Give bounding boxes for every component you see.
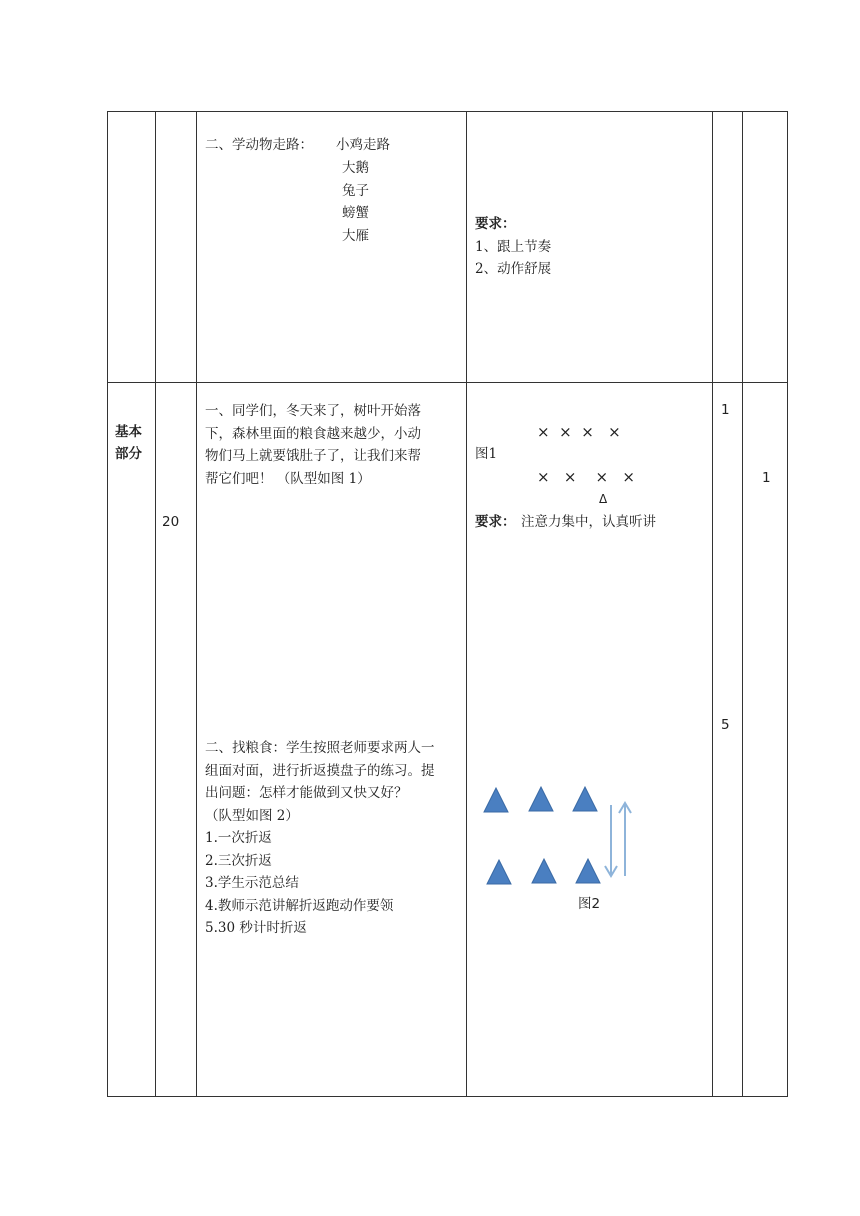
content-paragraph-line: 出问题：怎样才能做到又快又好？ bbox=[205, 785, 408, 801]
content-paragraph-line: （队型如图 2） bbox=[205, 808, 299, 824]
animal-item: 小鸡走路 bbox=[336, 137, 390, 153]
content-list-item: 4.教师示范讲解折返跑动作要领 bbox=[205, 898, 394, 914]
content-paragraph-line: 二、找粮食：学生按照老师要求两人一 bbox=[205, 740, 435, 756]
section-label: 部分 bbox=[115, 446, 142, 462]
student-triangle bbox=[573, 787, 597, 811]
down-arrow-icon bbox=[605, 805, 617, 876]
column-border bbox=[107, 111, 108, 1097]
repetition-count: 5 bbox=[721, 717, 730, 733]
content-paragraph-line: 组面对面，进行折返摸盘子的练习。提 bbox=[205, 763, 435, 779]
figure-1-caption: 图1 bbox=[475, 446, 498, 462]
animal-item: 大鹅 bbox=[342, 160, 369, 176]
column-border bbox=[712, 111, 713, 1097]
column-border bbox=[466, 111, 467, 1097]
section-label: 基本 bbox=[115, 424, 142, 440]
animal-walk-heading: 二、学动物走路： bbox=[205, 137, 313, 153]
content-paragraph-line: 物们马上就要饿肚子了，让我们来帮 bbox=[205, 448, 421, 464]
formation-row: × × × × bbox=[537, 423, 621, 441]
table-bottom-border bbox=[107, 1096, 788, 1097]
formation-row: × × × × bbox=[537, 468, 635, 486]
requirements-label: 要求： bbox=[475, 514, 516, 530]
student-triangle bbox=[484, 788, 508, 812]
student-triangle bbox=[487, 860, 511, 884]
content-list-item: 1.一次折返 bbox=[205, 830, 272, 846]
requirement-item: 2、动作舒展 bbox=[475, 261, 552, 277]
up-arrow-icon bbox=[619, 803, 631, 876]
content-list-item: 3.学生示范总结 bbox=[205, 875, 299, 891]
requirement-text: 注意力集中，认真听讲 bbox=[521, 514, 656, 530]
content-list-item: 5.30 秒计时折返 bbox=[205, 920, 307, 936]
animal-item: 螃蟹 bbox=[342, 205, 369, 221]
repetition-count: 1 bbox=[721, 402, 730, 418]
teacher-position-marker: Δ bbox=[599, 492, 608, 506]
formation-figure-2 bbox=[476, 780, 646, 890]
student-triangle bbox=[532, 859, 556, 883]
intensity-value: 1 bbox=[762, 470, 771, 486]
column-border bbox=[155, 111, 156, 1097]
column-border bbox=[742, 111, 743, 1097]
student-triangle bbox=[529, 787, 553, 811]
content-paragraph-line: 帮它们吧！ （队型如图 1） bbox=[205, 471, 371, 487]
student-triangle bbox=[576, 859, 600, 883]
duration-minutes: 20 bbox=[162, 514, 180, 530]
animal-item: 兔子 bbox=[342, 183, 369, 199]
requirement-item: 1、跟上节奏 bbox=[475, 239, 552, 255]
requirements-label: 要求： bbox=[475, 216, 516, 232]
row-divider bbox=[107, 382, 788, 383]
column-border bbox=[787, 111, 788, 1097]
column-border bbox=[196, 111, 197, 1097]
content-paragraph-line: 下，森林里面的粮食越来越少，小动 bbox=[205, 426, 421, 442]
table-top-border bbox=[107, 111, 788, 112]
figure-2-caption: 图2 bbox=[578, 896, 601, 912]
animal-item: 大雁 bbox=[342, 228, 369, 244]
content-list-item: 2.三次折返 bbox=[205, 853, 272, 869]
content-paragraph-line: 一、同学们，冬天来了，树叶开始落 bbox=[205, 403, 421, 419]
